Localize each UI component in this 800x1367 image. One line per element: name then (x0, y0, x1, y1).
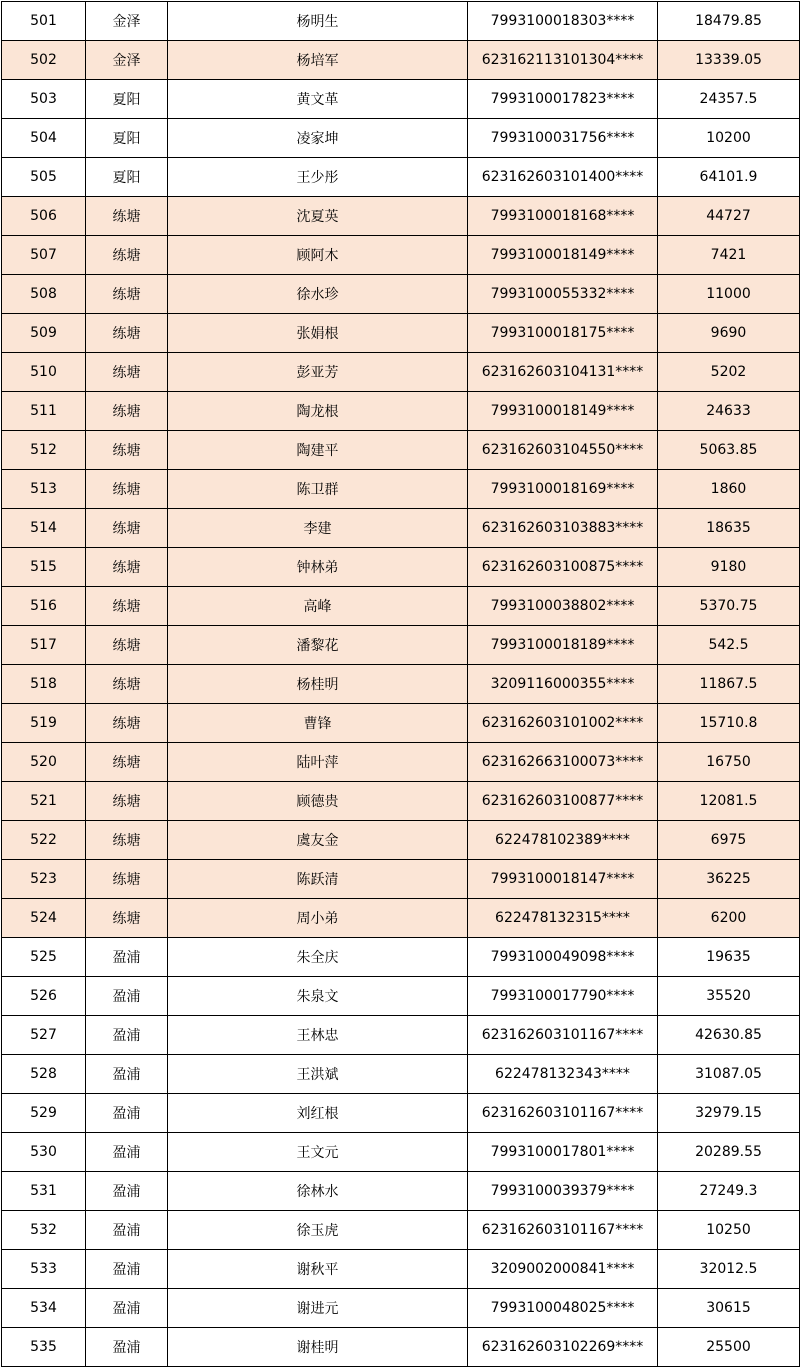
cell-account-number: 623162603103883**** (468, 509, 658, 548)
cell-account-number: 3209116000355**** (468, 665, 658, 704)
cell-name: 彭亚芳 (168, 353, 468, 392)
table-row (2, 665, 800, 704)
cell-name: 黄文革 (168, 80, 468, 119)
cell-serial-number: 501 (2, 2, 86, 41)
cell-town: 练塘 (86, 392, 168, 431)
cell-serial-number: 509 (2, 314, 86, 353)
cell-amount: 24633 (658, 392, 800, 431)
cell-town: 练塘 (86, 275, 168, 314)
cell-serial-number: 508 (2, 275, 86, 314)
cell-town: 练塘 (86, 314, 168, 353)
cell-serial-number: 517 (2, 626, 86, 665)
cell-town: 练塘 (86, 899, 168, 938)
cell-account-number: 623162603101002**** (468, 704, 658, 743)
cell-serial-number: 502 (2, 41, 86, 80)
cell-name: 徐水珍 (168, 275, 468, 314)
cell-serial-number: 521 (2, 782, 86, 821)
cell-account-number: 7993100039379**** (468, 1172, 658, 1211)
cell-town: 练塘 (86, 860, 168, 899)
table-row (2, 1016, 800, 1055)
cell-name: 顾德贵 (168, 782, 468, 821)
cell-serial-number: 507 (2, 236, 86, 275)
cell-town: 练塘 (86, 743, 168, 782)
table-row (2, 158, 800, 197)
cell-serial-number: 516 (2, 587, 86, 626)
cell-account-number: 7993100048025**** (468, 1289, 658, 1328)
cell-name: 朱泉文 (168, 977, 468, 1016)
cell-account-number: 622478132343**** (468, 1055, 658, 1094)
table-row (2, 1133, 800, 1172)
cell-amount: 27249.3 (658, 1172, 800, 1211)
cell-serial-number: 520 (2, 743, 86, 782)
cell-amount: 5370.75 (658, 587, 800, 626)
cell-town: 练塘 (86, 353, 168, 392)
table-row (2, 197, 800, 236)
table-row (2, 977, 800, 1016)
cell-name: 谢进元 (168, 1289, 468, 1328)
cell-serial-number: 518 (2, 665, 86, 704)
cell-serial-number: 522 (2, 821, 86, 860)
table-row (2, 275, 800, 314)
cell-name: 高峰 (168, 587, 468, 626)
cell-name: 钟林弟 (168, 548, 468, 587)
cell-name: 李建 (168, 509, 468, 548)
cell-serial-number: 512 (2, 431, 86, 470)
cell-amount: 13339.05 (658, 41, 800, 80)
cell-account-number: 3209002000841**** (468, 1250, 658, 1289)
cell-name: 虞友金 (168, 821, 468, 860)
cell-serial-number: 506 (2, 197, 86, 236)
cell-account-number: 7993100018149**** (468, 392, 658, 431)
cell-account-number: 623162113101304**** (468, 41, 658, 80)
table-row (2, 431, 800, 470)
cell-account-number: 622478132315**** (468, 899, 658, 938)
table-row (2, 860, 800, 899)
cell-account-number: 7993100017801**** (468, 1133, 658, 1172)
cell-account-number: 623162603104131**** (468, 353, 658, 392)
cell-account-number: 623162603101167**** (468, 1211, 658, 1250)
cell-name: 陶建平 (168, 431, 468, 470)
cell-name: 陈卫群 (168, 470, 468, 509)
cell-account-number: 7993100018169**** (468, 470, 658, 509)
cell-serial-number: 535 (2, 1328, 86, 1367)
cell-town: 盈浦 (86, 1094, 168, 1133)
cell-name: 王少彤 (168, 158, 468, 197)
cell-town: 练塘 (86, 704, 168, 743)
cell-account-number: 623162603100877**** (468, 782, 658, 821)
cell-amount: 30615 (658, 1289, 800, 1328)
cell-amount: 9690 (658, 314, 800, 353)
cell-account-number: 7993100018149**** (468, 236, 658, 275)
cell-town: 夏阳 (86, 80, 168, 119)
table-row (2, 548, 800, 587)
cell-name: 杨桂明 (168, 665, 468, 704)
cell-amount: 5063.85 (658, 431, 800, 470)
cell-amount: 44727 (658, 197, 800, 236)
cell-amount: 19635 (658, 938, 800, 977)
cell-account-number: 7993100018175**** (468, 314, 658, 353)
cell-town: 盈浦 (86, 1289, 168, 1328)
table-row (2, 938, 800, 977)
cell-town: 练塘 (86, 626, 168, 665)
cell-account-number: 7993100055332**** (468, 275, 658, 314)
cell-serial-number: 533 (2, 1250, 86, 1289)
cell-serial-number: 514 (2, 509, 86, 548)
cell-amount: 20289.55 (658, 1133, 800, 1172)
cell-amount: 11000 (658, 275, 800, 314)
table-row (2, 743, 800, 782)
cell-name: 朱全庆 (168, 938, 468, 977)
cell-amount: 32979.15 (658, 1094, 800, 1133)
cell-serial-number: 510 (2, 353, 86, 392)
cell-town: 练塘 (86, 665, 168, 704)
cell-amount: 24357.5 (658, 80, 800, 119)
cell-town: 盈浦 (86, 1055, 168, 1094)
cell-town: 盈浦 (86, 1250, 168, 1289)
table-row (2, 236, 800, 275)
cell-amount: 18479.85 (658, 2, 800, 41)
cell-town: 盈浦 (86, 977, 168, 1016)
table-row (2, 353, 800, 392)
table-row (2, 626, 800, 665)
cell-serial-number: 532 (2, 1211, 86, 1250)
cell-town: 盈浦 (86, 1016, 168, 1055)
table-row (2, 1328, 800, 1367)
cell-amount: 36225 (658, 860, 800, 899)
table-row (2, 119, 800, 158)
cell-account-number: 623162603101167**** (468, 1016, 658, 1055)
cell-town: 盈浦 (86, 1133, 168, 1172)
cell-serial-number: 528 (2, 1055, 86, 1094)
cell-serial-number: 534 (2, 1289, 86, 1328)
cell-town: 盈浦 (86, 1172, 168, 1211)
cell-serial-number: 503 (2, 80, 86, 119)
cell-serial-number: 526 (2, 977, 86, 1016)
cell-account-number: 7993100018147**** (468, 860, 658, 899)
cell-amount: 18635 (658, 509, 800, 548)
cell-serial-number: 505 (2, 158, 86, 197)
cell-name: 谢秋平 (168, 1250, 468, 1289)
table-row (2, 1172, 800, 1211)
table-row (2, 1250, 800, 1289)
cell-account-number: 623162603104550**** (468, 431, 658, 470)
cell-amount: 12081.5 (658, 782, 800, 821)
cell-account-number: 7993100018189**** (468, 626, 658, 665)
cell-amount: 10200 (658, 119, 800, 158)
cell-amount: 31087.05 (658, 1055, 800, 1094)
cell-account-number: 7993100049098**** (468, 938, 658, 977)
table-row (2, 509, 800, 548)
cell-town: 练塘 (86, 548, 168, 587)
cell-town: 练塘 (86, 821, 168, 860)
cell-name: 潘黎花 (168, 626, 468, 665)
cell-serial-number: 527 (2, 1016, 86, 1055)
cell-name: 陈跃清 (168, 860, 468, 899)
cell-name: 张娟根 (168, 314, 468, 353)
cell-amount: 32012.5 (658, 1250, 800, 1289)
cell-name: 刘红根 (168, 1094, 468, 1133)
cell-account-number: 623162603102269**** (468, 1328, 658, 1367)
cell-serial-number: 523 (2, 860, 86, 899)
table-row (2, 80, 800, 119)
cell-serial-number: 515 (2, 548, 86, 587)
cell-town: 盈浦 (86, 1328, 168, 1367)
table-row (2, 899, 800, 938)
cell-account-number: 7993100018168**** (468, 197, 658, 236)
cell-amount: 35520 (658, 977, 800, 1016)
cell-town: 金泽 (86, 2, 168, 41)
cell-name: 王洪斌 (168, 1055, 468, 1094)
cell-name: 杨培军 (168, 41, 468, 80)
cell-name: 徐玉虎 (168, 1211, 468, 1250)
cell-serial-number: 530 (2, 1133, 86, 1172)
cell-amount: 42630.85 (658, 1016, 800, 1055)
cell-serial-number: 525 (2, 938, 86, 977)
cell-account-number: 7993100031756**** (468, 119, 658, 158)
cell-account-number: 623162663100073**** (468, 743, 658, 782)
cell-town: 金泽 (86, 41, 168, 80)
cell-amount: 1860 (658, 470, 800, 509)
records-table (1, 1, 800, 1367)
cell-serial-number: 531 (2, 1172, 86, 1211)
cell-account-number: 622478102389**** (468, 821, 658, 860)
cell-name: 沈夏英 (168, 197, 468, 236)
cell-town: 盈浦 (86, 1211, 168, 1250)
cell-amount: 64101.9 (658, 158, 800, 197)
table-row (2, 1055, 800, 1094)
table-row (2, 392, 800, 431)
cell-account-number: 7993100017790**** (468, 977, 658, 1016)
table-row (2, 704, 800, 743)
cell-name: 徐林水 (168, 1172, 468, 1211)
cell-amount: 7421 (658, 236, 800, 275)
cell-amount: 16750 (658, 743, 800, 782)
cell-name: 凌家坤 (168, 119, 468, 158)
table-row (2, 41, 800, 80)
cell-account-number: 7993100038802**** (468, 587, 658, 626)
cell-name: 王林忠 (168, 1016, 468, 1055)
cell-town: 盈浦 (86, 938, 168, 977)
cell-account-number: 623162603101400**** (468, 158, 658, 197)
cell-town: 练塘 (86, 197, 168, 236)
cell-name: 陆叶萍 (168, 743, 468, 782)
table-row (2, 470, 800, 509)
cell-account-number: 7993100017823**** (468, 80, 658, 119)
cell-town: 练塘 (86, 431, 168, 470)
cell-serial-number: 511 (2, 392, 86, 431)
cell-amount: 25500 (658, 1328, 800, 1367)
cell-town: 练塘 (86, 470, 168, 509)
cell-amount: 15710.8 (658, 704, 800, 743)
cell-town: 练塘 (86, 587, 168, 626)
cell-serial-number: 513 (2, 470, 86, 509)
cell-amount: 5202 (658, 353, 800, 392)
cell-serial-number: 529 (2, 1094, 86, 1133)
cell-town: 练塘 (86, 782, 168, 821)
records-table-body (2, 2, 800, 1367)
table-row (2, 1289, 800, 1328)
cell-account-number: 623162603101167**** (468, 1094, 658, 1133)
cell-town: 夏阳 (86, 158, 168, 197)
cell-amount: 6200 (658, 899, 800, 938)
cell-name: 杨明生 (168, 2, 468, 41)
table-row (2, 1211, 800, 1250)
table-row (2, 1094, 800, 1133)
cell-name: 周小弟 (168, 899, 468, 938)
cell-town: 练塘 (86, 236, 168, 275)
cell-name: 曹锋 (168, 704, 468, 743)
cell-serial-number: 524 (2, 899, 86, 938)
table-row (2, 587, 800, 626)
table-row (2, 821, 800, 860)
cell-town: 练塘 (86, 509, 168, 548)
cell-amount: 9180 (658, 548, 800, 587)
cell-name: 王文元 (168, 1133, 468, 1172)
cell-account-number: 7993100018303**** (468, 2, 658, 41)
cell-amount: 10250 (658, 1211, 800, 1250)
cell-account-number: 623162603100875**** (468, 548, 658, 587)
cell-name: 谢桂明 (168, 1328, 468, 1367)
cell-amount: 11867.5 (658, 665, 800, 704)
cell-name: 陶龙根 (168, 392, 468, 431)
cell-name: 顾阿木 (168, 236, 468, 275)
cell-amount: 542.5 (658, 626, 800, 665)
table-row (2, 314, 800, 353)
table-row (2, 2, 800, 41)
cell-serial-number: 504 (2, 119, 86, 158)
table-row (2, 782, 800, 821)
cell-serial-number: 519 (2, 704, 86, 743)
cell-town: 夏阳 (86, 119, 168, 158)
cell-amount: 6975 (658, 821, 800, 860)
